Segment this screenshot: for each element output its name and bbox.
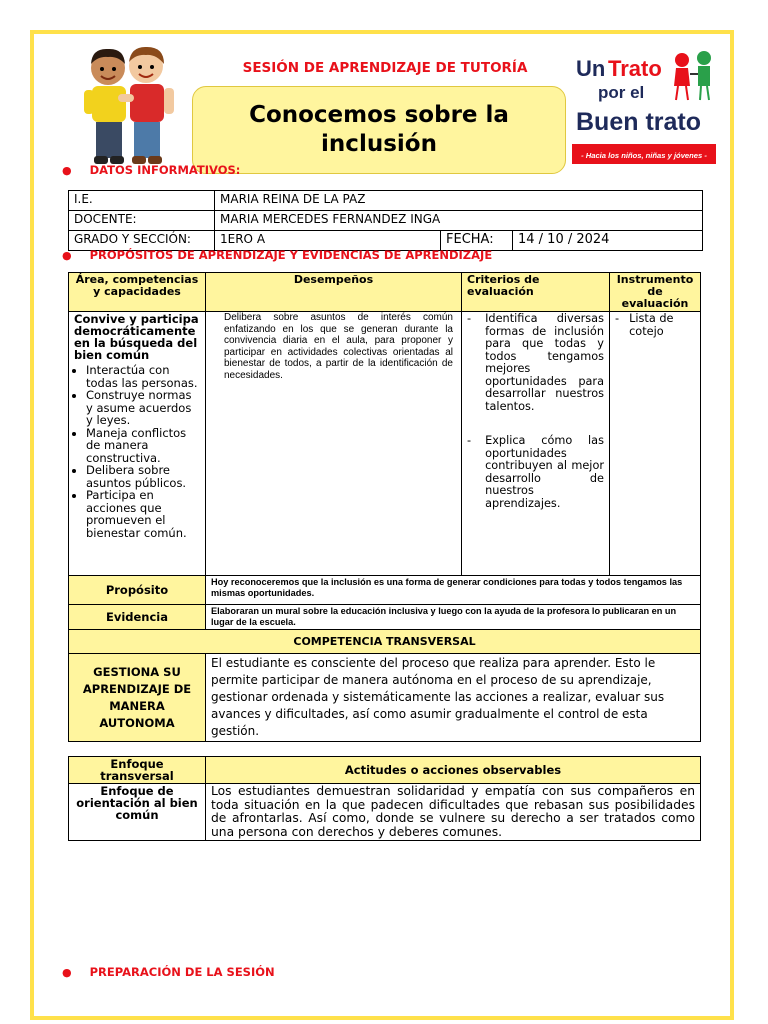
section-preparacion xyxy=(62,965,275,979)
instrumento-item: - Lista de cotejo xyxy=(615,313,695,338)
competencia-title: Convive y participa democráticamente en la búsqueda del bien común xyxy=(74,312,199,362)
header-desempenos: Desempeños xyxy=(206,273,462,312)
fecha-label: FECHA: xyxy=(441,231,513,251)
section-propositos xyxy=(62,248,492,262)
enfoque-header-left: Enfoque transversal xyxy=(69,757,206,784)
ie-value: MARIA REINA DE LA PAZ xyxy=(215,191,703,211)
info-table xyxy=(68,190,703,251)
docente-value: MARIA MERCEDES FERNANDEZ INGA xyxy=(215,211,703,231)
buen-trato-logo xyxy=(572,46,722,168)
header-area: Área, competencias y capacidades xyxy=(69,273,206,312)
session-title: SESIÓN DE APRENDIZAJE DE TUTORÍA xyxy=(242,60,528,76)
capacidades-list xyxy=(74,364,200,539)
bullet-icon: ● xyxy=(62,965,72,979)
section-datos-label: DATOS INFORMATIVOS: xyxy=(89,163,241,177)
grado-value: 1ERO A xyxy=(215,231,441,251)
capacidad-item: • Delibera sobre asuntos públicos. xyxy=(86,464,200,489)
logo-text-buentrato: Buen trato xyxy=(576,108,701,136)
docente-label: DOCENTE: xyxy=(69,211,215,231)
logo-text-trato: Trato xyxy=(608,56,662,81)
enfoque-table xyxy=(68,756,701,841)
proposito-text: Hoy reconoceremos que la inclusión es una forma de generar condiciones para todas y todos tengamos las mismas oportunidades. xyxy=(206,576,701,605)
criterio-item: - Identifica diversas formas de inclusión para que todas y todos tengamos mejores oportunidades para desarrollar nuestros talentos. xyxy=(467,312,604,413)
evidencia-text: Elaboraran un mural sobre la educación inclusiva y luego con la ayuda de la profesora lo publicaran en un lugar de la escuela. xyxy=(206,605,701,630)
transversal-label: GESTIONA SU APRENDIZAJE DE MANERA AUTONOMA xyxy=(69,654,206,742)
instrumento-text: Lista de cotejo xyxy=(629,312,674,338)
enfoque-header-right: Actitudes o acciones observables xyxy=(206,757,701,784)
proposito-label: Propósito xyxy=(69,576,206,605)
enfoque-row-left: Enfoque de orientación al bien común xyxy=(69,784,206,841)
section-propositos-label: PROPÓSITOS DE APRENDIZAJE Y EVIDENCIAS DE APRENDIZAJE xyxy=(89,248,493,262)
evidencia-label: Evidencia xyxy=(69,605,206,630)
purpose-table xyxy=(68,272,701,742)
logo-text-porel: por el xyxy=(598,83,645,102)
capacidad-item: • Interactúa con todas las personas. xyxy=(86,364,200,389)
grado-label: GRADO Y SECCIÓN: xyxy=(69,231,215,251)
capacidad-item: • Construye normas y asume acuerdos y leyes. xyxy=(86,389,200,427)
header-instrumento: Instrumento de evaluación xyxy=(610,273,701,312)
fecha-value: 14 / 10 / 2024 xyxy=(513,231,703,251)
transversal-text: El estudiante es consciente del proceso que realiza para aprender. Esto le permite participar de manera autónoma en el proceso de su aprendizaje, gestionar ordenada y sistemáticamente las acciones a realizar, evaluar sus avances y dificultades, así como asumir gradualmente el control de esta gestión. xyxy=(206,654,701,742)
enfoque-row-right: Los estudiantes demuestran solidaridad y empatía con sus compañeros en toda situación en la que padecen dificultades que rebasan sus posibilidades de afrontarlas. Así como, donde se vulnere su derecho a ser tratados como una persona con derechos y deberes comunes. xyxy=(206,784,701,841)
logo-tagline: - Hacia los niños, niñas y jóvenes - xyxy=(581,151,707,160)
section-preparacion-label: PREPARACIÓN DE LA SESIÓN xyxy=(89,965,275,979)
criterio-text: Identifica diversas formas de inclusión para que todas y todos tengamos mejores oportunidades para desarrollar nuestros talentos. xyxy=(485,312,604,413)
capacidad-item: • Maneja conflictos de manera constructiva. xyxy=(86,427,200,465)
logo-text-un: Un xyxy=(576,56,606,81)
bullet-icon: ● xyxy=(62,163,72,177)
header-criterios: Criterios de evaluación xyxy=(462,273,610,312)
main-title: Conocemos sobre la inclusión xyxy=(192,86,566,174)
desempeno-text: Delibera sobre asuntos de interés común enfatizando en los que se generan durante la convivencia diaria en el aula, para proponer y participar en actividades colectivas orientadas al bienestar de todos, a partir de la identificación de necesidades. xyxy=(206,312,462,576)
criterio-item: - Explica cómo las oportunidades contribuyen al mejor desarrollo de nuestros aprendizajes. xyxy=(467,434,604,510)
bullet-icon: ● xyxy=(62,248,72,262)
criterio-text: Explica cómo las oportunidades contribuyen al mejor desarrollo de nuestros aprendizajes. xyxy=(485,434,604,510)
ie-label: I.E. xyxy=(69,191,215,211)
children-illustration xyxy=(78,42,182,170)
transversal-title: COMPETENCIA TRANSVERSAL xyxy=(69,630,701,654)
capacidad-item: • Participa en acciones que promueven el bienestar común. xyxy=(86,489,200,539)
section-datos xyxy=(62,163,240,177)
